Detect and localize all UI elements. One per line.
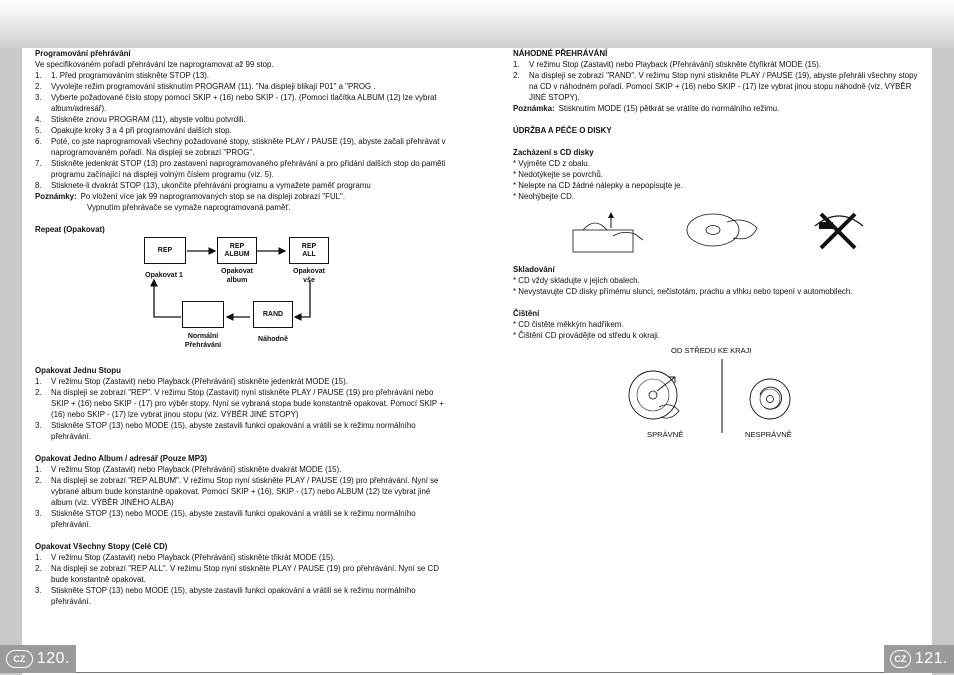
item-text: Na displeji se zobrazí "REP ALL". V režimu Stop nyní stiskněte PLAY / PAUSE (19) pro přehrávání. Nyní se CD bude konstantně opakovat. — [51, 564, 439, 584]
language-badge: CZ — [890, 650, 911, 668]
note-label: Poznámky: — [35, 192, 77, 201]
section-heading: Programování přehrávání — [35, 49, 131, 58]
item-text: V režimu Stop (Zastavit) nebo Playback (Přehrávání) stiskněte dvakrát MODE (15). — [51, 465, 342, 474]
bullet-list — [513, 275, 925, 297]
section-heading: Opakovat Jednu Stopu — [35, 366, 121, 375]
item-text: Stiskněte STOP (13) nebo MODE (15), abyste zastavili funkci opakování a vrátili se k režimu normálního přehrávání. — [51, 421, 416, 441]
arrow-down-left — [295, 280, 310, 317]
list-item — [35, 158, 450, 180]
item-number: 3. — [35, 509, 42, 518]
item-text: Poté, co jste naprogramovali všechny požadované stopy, stiskněte PLAY / PAUSE (19), abyste začali přehrávat v naprogramovaném pořadí. Na displeji se zobrazí "PROG". — [51, 137, 446, 157]
item-number: 5. — [35, 126, 42, 135]
list-item: * Vyjměte CD z obalu. — [513, 159, 590, 168]
item-text: V režimu Stop (Zastavit) nebo Playback (Přehrávání) stiskněte čtyřikrát MODE (15). — [529, 60, 822, 69]
item-text: Stiskněte znovu PROGRAM (11), abyste volbu potvrdili. — [51, 115, 246, 124]
list-item — [35, 475, 450, 508]
list-item — [35, 180, 450, 191]
section-heading: NÁHODNÉ PŘEHRÁVÁNÍ — [513, 49, 608, 58]
note-text: Vypnutím přehrávače se vymaže naprogramovaná paměť. — [87, 203, 291, 212]
item-text: Stiskněte STOP (13) nebo MODE (15), abyste zastavili funkci opakování a vrátili se k režimu normálního přehrávání. — [51, 586, 416, 606]
item-number: 2. — [513, 71, 520, 80]
item-text: V režimu Stop (Zastavit) nebo Playback (Přehrávání) stiskněte třikrát MODE (15). — [51, 553, 336, 562]
list-item — [35, 125, 450, 136]
section-heading: Čištění — [513, 309, 540, 318]
page-number-left — [0, 645, 76, 673]
lcd-rep-all: REP ALL — [289, 237, 329, 264]
section-heading: Skladování — [513, 265, 555, 274]
item-text: Stiskněte STOP (13) nebo MODE (15), abyste zastavili funkci opakování a vrátili se k režimu normálního přehrávání. — [51, 509, 416, 529]
item-number: 1. — [35, 553, 42, 562]
item-number: 1. — [35, 71, 42, 80]
note — [35, 191, 450, 202]
correct-label: SPRÁVNĚ — [647, 430, 684, 439]
steps-list — [35, 464, 450, 530]
item-number: 3. — [35, 421, 42, 430]
item-number: 1. — [35, 465, 42, 474]
lcd-blank — [182, 301, 224, 328]
section-heading: ÚDRŽBA A PÉČE O DISKY — [513, 126, 612, 135]
wrong-label: NESPRÁVNĚ — [745, 430, 792, 439]
lcd-rep: REP — [144, 237, 186, 264]
list-item — [35, 508, 450, 530]
list-item — [35, 136, 450, 158]
item-number: 2. — [35, 388, 42, 397]
header-band — [0, 0, 954, 48]
item-text: Opakujte kroky 3 a 4 při programování dalších stop. — [51, 126, 232, 135]
list-item: * Nevystavujte CD disky přímému slunci, nečistotám, prachu a vlhku nebo topení v automobilech. — [513, 287, 853, 296]
section-heading: Repeat (Opakovat) — [35, 225, 105, 234]
item-text: V režimu Stop (Zastavit) nebo Playback (Přehrávání) stiskněte jedenkrát MODE (15). — [51, 377, 348, 386]
steps-list — [35, 70, 450, 191]
item-text: Vyberte požadované číslo stopy pomocí SKIP + (16) nebo SKIP - (17). (Pomocí tlačítka ALBUM (12) lze vybrat album/adresář). — [51, 93, 437, 113]
item-number: 6. — [35, 137, 42, 146]
steps-list — [513, 59, 925, 103]
item-number: 2. — [35, 82, 42, 91]
list-item — [35, 420, 450, 442]
cd-hand-hold-icon — [687, 214, 757, 246]
language-badge: CZ — [6, 650, 33, 668]
item-number: 3. — [35, 586, 42, 595]
list-item — [35, 552, 450, 563]
list-item — [35, 585, 450, 607]
item-text: Stisknete-li dvakrát STOP (13), ukončíte přehrávání programu a vymažete paměť programu — [51, 181, 371, 190]
list-item — [35, 376, 450, 387]
cd-case-icon — [573, 212, 643, 252]
arrow-up — [154, 280, 181, 317]
cd-bend-wrong-icon — [815, 214, 863, 248]
item-number: 1. — [35, 377, 42, 386]
list-item: * Čištění CD provádějte od středu k okraji. — [513, 331, 660, 340]
page-number: 120. — [36, 650, 70, 667]
note-text: Stisknutím MODE (15) pětkrát se vrátíte do normálního režimu. — [558, 104, 780, 113]
note-label: Poznámka: — [513, 104, 555, 113]
item-text: Stiskněte jedenkrát STOP (13) pro zastavení naprogramovaného přehrávání a pro přidání dalších stop do paměti programu začínající na displeji volným číslem programu (viz. 5). — [51, 159, 446, 179]
repeat-mode-diagram — [35, 235, 450, 365]
list-item: * CD vždy skladujte v jejich obalech. — [513, 276, 640, 285]
list-item — [35, 70, 450, 81]
cd-clean-correct-icon — [629, 371, 679, 419]
cd-handling-illustration — [513, 202, 925, 264]
list-item — [35, 563, 450, 585]
steps-list — [35, 376, 450, 442]
list-item: * CD čistěte měkkým hadříkem. — [513, 320, 624, 329]
item-number: 1. — [513, 60, 520, 69]
list-item — [35, 81, 450, 92]
left-margin-bar — [0, 48, 22, 675]
steps-list — [35, 552, 450, 607]
left-column — [35, 48, 450, 607]
section-heading: Opakovat Všechny Stopy (Celé CD) — [35, 542, 168, 551]
list-item — [35, 92, 450, 114]
list-item — [513, 59, 925, 70]
cd-cleaning-illustration — [513, 341, 925, 451]
list-item — [35, 114, 450, 125]
right-margin-bar — [932, 48, 954, 675]
list-item — [35, 387, 450, 420]
item-number: 7. — [35, 159, 42, 168]
item-number: 8. — [35, 181, 42, 190]
item-number: 3. — [35, 93, 42, 102]
cd-clean-wrong-icon — [750, 379, 790, 419]
lcd-rand: RAND — [253, 301, 293, 328]
item-text: Na displeji se zobrazí "REP ALBUM". V režimu Stop nyní stiskněte PLAY / PAUSE (19) pro přehrávání. Nyní se vybrané album bude konstantně opakovat. Pomocí SKIP + (16), SKIP - (17) nebo ALBUM (12) lze vybrat jiné album (viz. VÝBĚR JINÉHO ALBA) — [51, 476, 439, 507]
paragraph: Ve specifikovaném pořadí přehrávání lze naprogramovat až 99 stop. — [35, 60, 274, 69]
label-repeat-one: Opakovat 1 — [145, 272, 183, 279]
right-column — [513, 48, 925, 451]
list-item — [513, 70, 925, 103]
item-number: 2. — [35, 564, 42, 573]
list-item: * Neohýbejte CD. — [513, 192, 574, 201]
bullet-list — [513, 319, 925, 341]
footer-rule — [22, 672, 932, 673]
item-text: 1. Před programováním stiskněte STOP (13). — [51, 71, 210, 80]
label-repeat-all: Opakovat vše — [293, 268, 325, 284]
item-number: 4. — [35, 115, 42, 124]
page-number: 121. — [914, 650, 948, 667]
page-number-right — [884, 645, 954, 673]
list-item — [35, 464, 450, 475]
list-item: * Nelepte na CD žádné nálepky a nepopisujte je. — [513, 181, 683, 190]
item-text: Na displeji se zobrazí "REP". V režimu Stop (Zastavit) nyní stiskněte PLAY / PAUSE (19) pro přehrávání nebo SKIP + (16) nebo SKIP - (17) pro výběr stopy. Nyní se vybraná stopa bude konstantně opakovat. Pomocí SKIP + (16) nebo SKIP - (17) lze vybrat jinou stopu (viz. VÝBĚR JINÉ STOPY) — [51, 388, 444, 419]
list-item: * Nedotýkejte se povrchů. — [513, 170, 603, 179]
lcd-rep-album: REP ALBUM — [217, 237, 257, 264]
label-random: Náhodně — [258, 336, 288, 343]
clean-direction-label: OD STŘEDU KE KRAJI — [671, 346, 752, 355]
item-number: 2. — [35, 476, 42, 485]
label-normal: Normální Přehrávání — [184, 333, 222, 349]
bullet-list — [513, 158, 925, 202]
note — [513, 103, 925, 114]
label-repeat-album: Opakovat album — [221, 268, 253, 284]
section-heading: Zacházení s CD disky — [513, 148, 594, 157]
section-heading: Opakovat Jedno Album / adresář (Pouze MP3) — [35, 454, 208, 463]
item-text: Na displeji se zobrazí "RAND". V režimu Stop nyní stiskněte PLAY / PAUSE (19), abyste přehráli všechny stopy na CD v náhodném pořadí. Pomocí SKIP + (16) nebo SKIP - (17) lze vybrat jinou stopu náhodně (viz. VÝBĚR JINÉ STOPY). — [529, 71, 918, 102]
item-text: Vyvolejte režim programování stisknutím PROGRAM (11). "Na displeji blikají P01" a "PROG . — [51, 82, 376, 91]
note-text: Po vložení více jak 99 naprogramovaných stop se na displeji zobrazí "FUL". — [80, 192, 346, 201]
